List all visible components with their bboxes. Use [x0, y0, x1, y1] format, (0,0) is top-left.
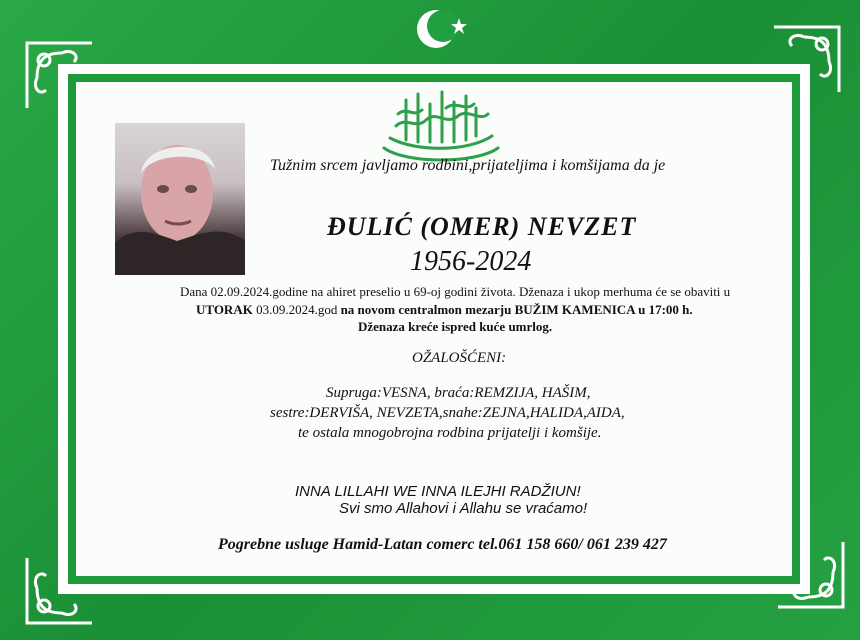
funeral-time: u 17:00 h.	[634, 302, 693, 317]
mourners-line-2: sestre:DERVIŠA, NEVZETA,snahe:ZEJNA,HALIDA,AIDA,	[270, 405, 625, 421]
crescent-star-icon	[412, 4, 472, 54]
details-line-3: Dženaza kreće ispred kuće umrlog.	[358, 319, 553, 334]
funeral-date: 03.09.2024.god	[252, 302, 341, 317]
prayer-line-1: INNA LILLAHI WE INNA ILEJHI RADŽIUN!	[295, 483, 581, 500]
details-line-1: Dana 02.09.2024.godine na ahiret preselio u 69-oj godini života. Dženaza i ukop merhuma će se obaviti u	[180, 284, 731, 299]
deceased-name: ĐULIĆ (OMER) NEVZET	[327, 212, 637, 241]
prayer-line-2: Svi smo Allahovi i Allahu se vraćamo!	[339, 500, 588, 517]
mourners-line-3: te ostala mnogobrojna rodbina prijatelji i komšije.	[298, 425, 602, 441]
deceased-photo	[115, 123, 245, 275]
funeral-service-contact: Pogrebne usluge Hamid-Latan comerc tel.061 158 660/ 061 239 427	[218, 536, 667, 553]
funeral-day: UTORAK	[196, 302, 253, 317]
funeral-location-prefix: na novom centralmon mezarju	[340, 302, 515, 317]
arabic-calligraphy-icon	[376, 86, 506, 168]
funeral-place: BUŽIM KAMENICA	[514, 302, 635, 317]
details-line-2	[196, 302, 693, 318]
portrait-image	[115, 123, 245, 275]
intro-text: Tužnim srcem javljamo rodbini,prijateljima i komšijama da je	[270, 157, 666, 174]
mourners-line-1: Supruga:VESNA, braća:REMZIJA, HAŠIM,	[326, 385, 591, 401]
mourners-title: OŽALOŠĆENI:	[412, 350, 507, 366]
life-years: 1956-2024	[410, 246, 532, 277]
